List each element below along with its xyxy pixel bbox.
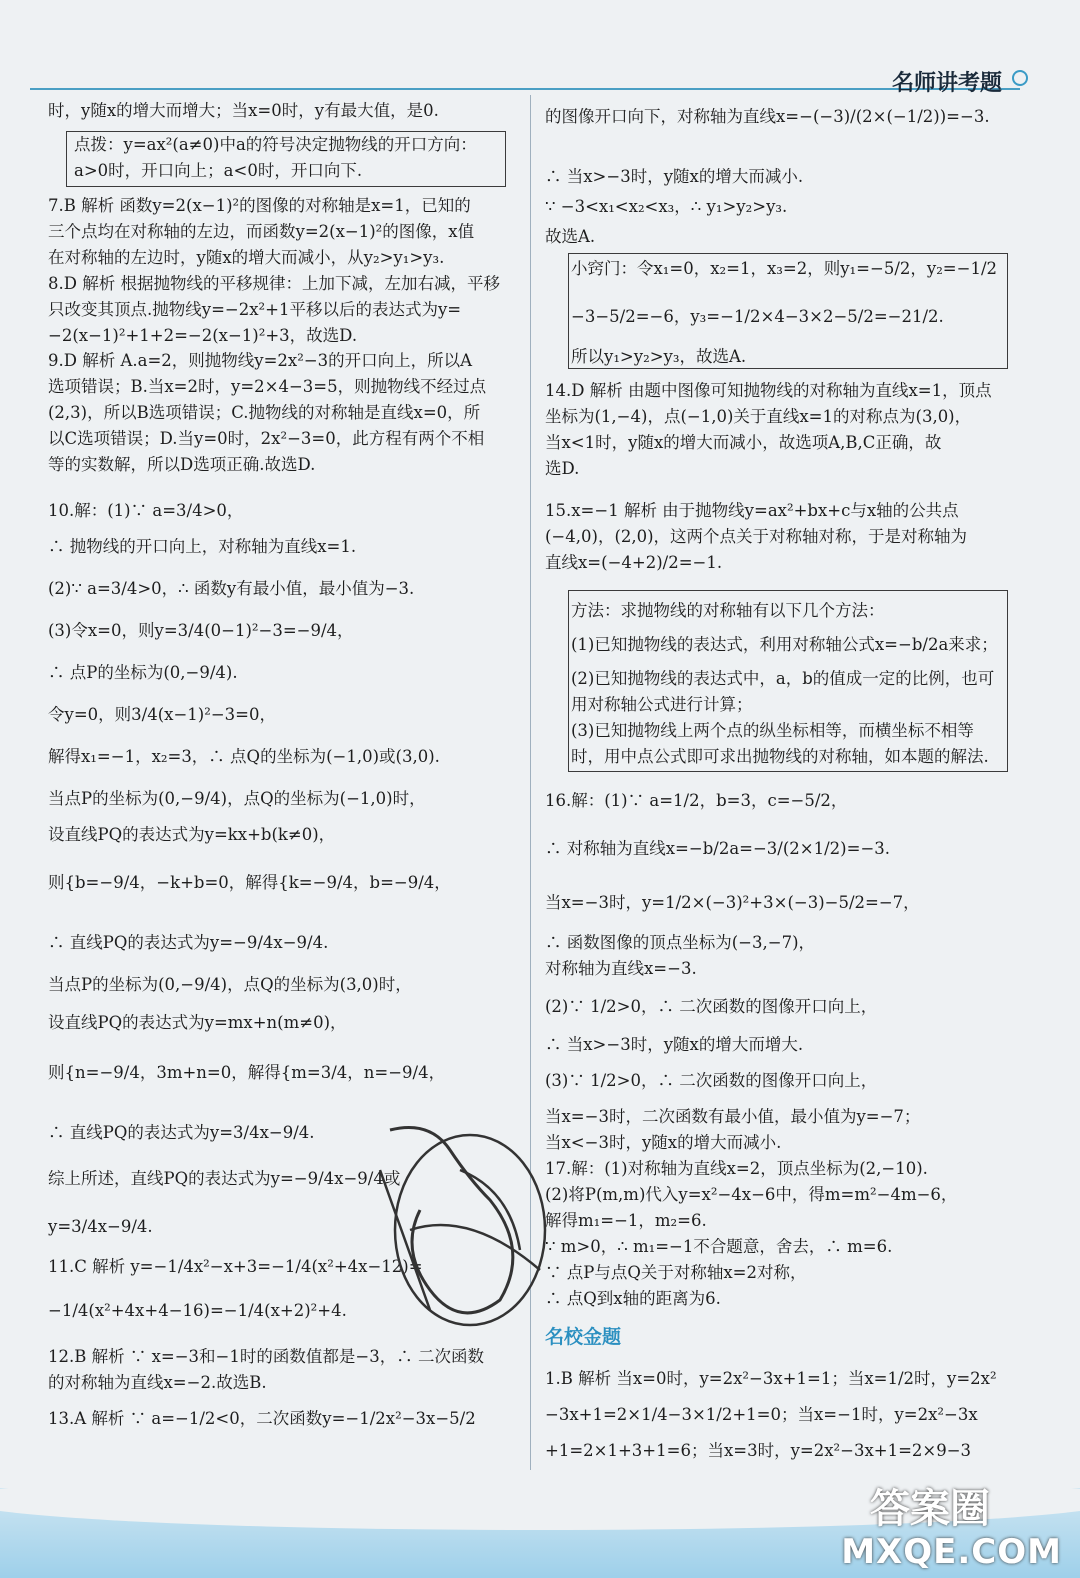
right-text-line: (2)∵ 1/2>0，∴ 二次函数的图像开口向上， [545,997,878,1016]
left-text-line: 当点P的坐标为(0,−9/4)，点Q的坐标为(3,0)时， [48,975,412,994]
right-text-line: 14.D 解析 由题中图像可知抛物线的对称轴为直线x=1，顶点 [545,381,992,400]
left-text-line: 等的实数解，所以D选项正确.故选D. [48,455,316,474]
left-text-line: 则{n=−9/4，3m+n=0，解得{m=3/4，n=−9/4， [48,1063,446,1082]
left-text-line: ∴ 抛物线的开口向上，对称轴为直线x=1. [48,537,357,556]
right-text-line: 对称轴为直线x=−3. [545,959,697,978]
left-text-line: −2(x−1)²+1+2=−2(x−1)²+3，故选D. [48,326,358,345]
right-text-line: (−4,0)，(2,0)，这两个点关于对称轴对称，于是对称轴为 [545,527,968,546]
right-text-line: 所以y₁>y₂>y₃，故选A. [571,347,747,366]
left-text-line: ∴ 点P的坐标为(0,−9/4). [48,663,238,682]
watermark-text: 答案圈 [870,1486,990,1532]
left-text-line: 只改变其顶点.抛物线y=−2x²+1平移以后的表达式为y= [48,300,462,319]
right-text-line: 当x<1时，y随x的增大而减小，故选项A,B,C正确，故 [545,433,942,452]
left-text-line: y=3/4x−9/4. [48,1217,153,1236]
right-text-line: ∴ 点Q到x轴的距离为6. [545,1289,721,1308]
right-text-line: 用对称轴公式进行计算； [571,695,753,714]
left-text-line: 11.C 解析 y=−1/4x²−x+3=−1/4(x²+4x−12)= [48,1257,423,1276]
header-title: 名师讲考题 [891,71,1002,96]
watermark-site: MXQE.COM [841,1532,1062,1572]
right-text-line: (3)已知抛物线上两个点的纵坐标相等，而横坐标不相等 [571,721,974,740]
right-text-line: 方法：求抛物线的对称轴有以下几个方法： [571,601,885,620]
left-text-line: 以C选项错误；D.当y=0时，2x²−3=0，此方程有两个不相 [48,429,485,448]
left-text-line: 则{b=−9/4，−k+b=0，解得{k=−9/4，b=−9/4， [48,873,451,892]
right-text-line: (2)已知抛物线的表达式中，a，b的值成一定的比例，也可 [571,669,995,688]
right-text-line: −3−5/2=−6，y₃=−1/2×4−3×2−5/2=−21/2. [571,307,944,326]
right-text-line: 1.B 解析 当x=0时，y=2x²−3x+1=1；当x=1/2时，y=2x² [545,1369,997,1388]
right-text-line: 小窍门：令x₁=0，x₂=1，x₃=2，则y₁=−5/2，y₂=−1/2 [571,259,998,278]
right-text-line: ∴ 函数图像的顶点坐标为(−3,−7)， [545,933,816,952]
right-text-line: 解得m₁=−1，m₂=6. [545,1211,707,1230]
right-text-line: 16.解：(1)∵ a=1/2，b=3，c=−5/2， [545,791,848,810]
left-text-line: 综上所述，直线PQ的表达式为y=−9/4x−9/4或 [48,1169,401,1188]
left-text-line: 在对称轴的左边时，y随x的增大而减小，从y₂>y₁>y₃. [48,248,445,267]
right-text-line: 15.x=−1 解析 由于抛物线y=ax²+bx+c与x轴的公共点 [545,501,959,520]
right-text-line: (2)将P(m,m)代入y=x²−4x−6中，得m=m²−4m−6， [545,1185,958,1204]
right-text-line: 直线x=(−4+2)/2=−1. [545,553,723,572]
left-text-line: 点拨：y=ax²(a≠0)中a的符号决定抛物线的开口方向： [74,135,477,154]
right-text-line: 17.解：(1)对称轴为直线x=2，顶点坐标为(2,−10). [545,1159,928,1178]
right-text-line: ∵ 点P与点Q关于对称轴x=2对称， [545,1263,807,1282]
right-text-line: ∵ m>0，∴ m₁=−1不合题意，舍去，∴ m=6. [545,1237,893,1256]
header-dot-icon [1012,70,1028,86]
right-text-line: (1)已知抛物线的表达式，利用对称轴公式x=−b/2a来求； [571,635,998,654]
handwritten-watermark [370,1110,570,1340]
left-text-line: 8.D 解析 根据抛物线的平移规律：上加下减，左加右减，平移 [48,274,500,293]
right-text-line: 当x=−3时，y=1/2×(−3)²+3×(−3)−5/2=−7， [545,893,920,912]
left-text-line: 的对称轴为直线x=−2.故选B. [48,1373,267,1392]
right-text-line: 坐标为(1,−4)，点(−1,0)关于直线x=1的对称点为(3,0)， [545,407,972,426]
right-text-line: ∴ 当x>−3时，y随x的增大而减小. [545,167,804,186]
left-text-line: (3)令x=0，则y=3/4(0−1)²−3=−9/4， [48,621,354,640]
right-text-line: 选D. [545,459,580,478]
left-text-line: ∴ 直线PQ的表达式为y=3/4x−9/4. [48,1123,315,1142]
right-text-line: 时，用中点公式即可求出抛物线的对称轴，如本题的解法. [571,747,989,766]
left-text-line: ∴ 直线PQ的表达式为y=−9/4x−9/4. [48,933,329,952]
left-text-line: 设直线PQ的表达式为y=kx+b(k≠0)， [48,825,336,844]
left-text-line: 12.B 解析 ∵ x=−3和−1时的函数值都是−3，∴ 二次函数 [48,1347,484,1366]
left-text-line: 时，y随x的增大而增大；当x=0时，y有最大值，是0. [48,101,439,120]
right-text-line: ∴ 当x>−3时，y随x的增大而增大. [545,1035,804,1054]
left-text-line: 令y=0，则3/4(x−1)²−3=0， [48,705,276,724]
right-text-line: 当x<−3时，y随x的增大而减小. [545,1133,782,1152]
left-text-line: 10.解：(1)∵ a=3/4>0， [48,501,244,520]
right-text-line: +1=2×1+3+1=6；当x=3时，y=2x²−3x+1=2×9−3 [545,1441,972,1460]
left-text-line: 设直线PQ的表达式为y=mx+n(m≠0)， [48,1013,347,1032]
left-text-line: 当点P的坐标为(0,−9/4)，点Q的坐标为(−1,0)时， [48,789,426,808]
right-text-line: 当x=−3时，二次函数有最小值，最小值为y=−7； [545,1107,921,1126]
left-text-line: 13.A 解析 ∵ a=−1/2<0，二次函数y=−1/2x²−3x−5/2 [48,1409,476,1428]
right-text-line: −3x+1=2×1/4−3×1/2+1=0；当x=−1时，y=2x²−3x [545,1405,978,1424]
left-text-line: 选项错误；B.当x=2时，y=2×4−3=5，则抛物线不经过点 [48,377,487,396]
right-text-line: ∵ −3<x₁<x₂<x₃，∴ y₁>y₂>y₃. [545,197,788,216]
left-text-line: (2)∵ a=3/4>0，∴ 函数y有最小值，最小值为−3. [48,579,415,598]
left-text-line: 9.D 解析 A.a=2，则抛物线y=2x²−3的开口向上，所以A [48,351,473,370]
header-rule [30,88,1020,90]
right-text-line: 故选A. [545,227,596,246]
right-text-line: 的图像开口向下，对称轴为直线x=−(−3)/(2×(−1/2))=−3. [545,107,990,126]
left-text-line: 三个点均在对称轴的左边，而函数y=2(x−1)²的图像，x值 [48,222,475,241]
left-text-line: 7.B 解析 函数y=2(x−1)²的图像的对称轴是x=1，已知的 [48,196,471,215]
left-text-line: (2,3)，所以B选项错误；C.抛物线的对称轴是直线x=0，所 [48,403,481,422]
left-text-line: 解得x₁=−1，x₂=3，∴ 点Q的坐标为(−1,0)或(3,0). [48,747,440,766]
left-text-line: −1/4(x²+4x+4−16)=−1/4(x+2)²+4. [48,1301,347,1320]
right-text-line: (3)∵ 1/2>0，∴ 二次函数的图像开口向上， [545,1071,878,1090]
right-text-line: ∴ 对称轴为直线x=−b/2a=−3/(2×1/2)=−3. [545,839,891,858]
left-text-line: a>0时，开口向上；a<0时，开口向下. [74,161,363,180]
section-title: 名校金题 [545,1326,622,1348]
